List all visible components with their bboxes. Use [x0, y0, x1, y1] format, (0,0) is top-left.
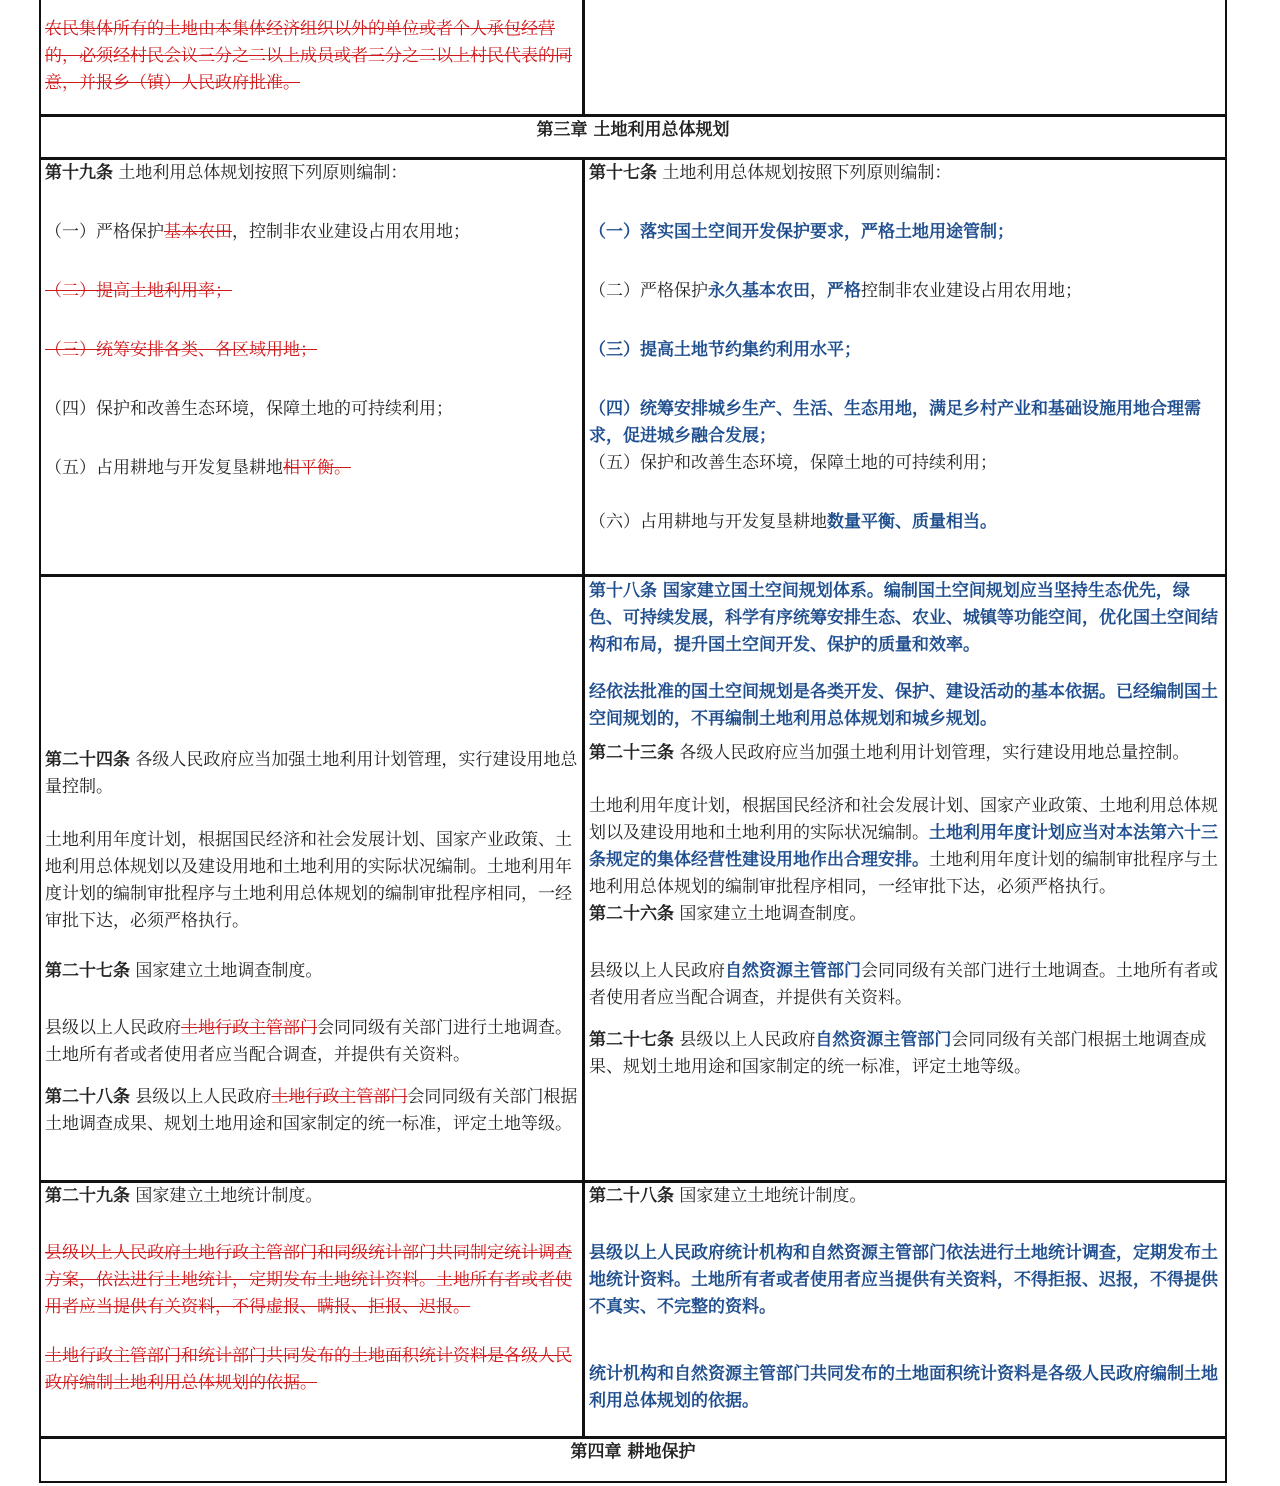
article-text: 国家建立土地统计制度。	[674, 1186, 867, 1206]
deleted-text: 土地行政主管部门	[181, 1018, 317, 1038]
top-left-cell	[41, 16, 582, 97]
clause-text: （一）严格保护	[45, 222, 164, 242]
article-number: 第二十三条	[589, 743, 674, 763]
deleted-text: 土地行政主管部门和统计部门共同发布的土地面积统计资料是各级人民政府编制土地利用总体规划的依据。	[45, 1346, 572, 1393]
article-number: 第十七条	[589, 163, 657, 183]
added-text: 县级以上人民政府统计机构和自然资源主管部门依法进行土地统计调查，定期发布土地统计资料。土地所有者或者使用者应当提供有关资料，不得拒报、迟报，不得提供不真实、不完整的资料。	[589, 1243, 1218, 1317]
clause-text: （四）保护和改善生态环境，保障土地的可持续利用；	[45, 399, 453, 419]
article-text: 县级以上人民政府	[130, 1087, 272, 1107]
deleted-text: 相平衡。	[283, 458, 351, 478]
added-text: 经依法批准的国土空间规划是各类开发、保护、建设活动的基本依据。已经编制国土空间规划的，不再编制土地利用总体规划和城乡规划。	[589, 682, 1218, 729]
row1-right-cell	[585, 160, 1225, 536]
deleted-text: 土地行政主管部门	[271, 1087, 408, 1107]
article-text: 土地利用总体规划按照下列原则编制：	[657, 163, 952, 183]
article-text: 国家建立土地调查制度。	[674, 904, 867, 924]
article-text: 土地利用年度计划，根据国民经济和社会发展计划、国家产业政策、土地利用总体规划以及建设用地和土地利用的实际状况编制。	[589, 796, 1218, 843]
deleted-text: 基本农田	[164, 222, 232, 242]
clause-text: ，控制非农业建设占用农用地；	[232, 222, 470, 242]
deleted-text: 县级以上人民政府土地行政主管部门和同级统计部门共同制定统计调查方案，依法进行土地统计，定期发布土地统计资料。土地所有者或者使用者应当提供有关资料，不得虚报、瞒报、拒报、迟报。	[45, 1243, 572, 1317]
article-text: 会同同级有关部门根据土地调查成果、规划土地用途和国家制定的统一标准，评定土地等级。	[45, 1087, 578, 1134]
row3-right-cell	[585, 1183, 1225, 1415]
clause-text: （五）保护和改善生态环境，保障土地的可持续利用；	[589, 453, 997, 473]
article-text: 土地利用年度计划的编制审批程序与土地利用总体规划的编制审批程序相同，一经审批下达，必须严格执行。	[589, 850, 1218, 897]
deleted-text: 农民集体所有的土地由本集体经济组织以外的单位或者个人承包经营的，必须经村民会议三分之二以上成员或者三分之二以上村民代表的同意，并报乡（镇）人民政府批准。	[45, 19, 572, 93]
added-text: （一）落实国土空间开发保护要求，严格土地用途管制；	[589, 222, 1014, 242]
article-text: 会同同级有关部门进行土地调查。土地所有者或者使用者应当配合调查，并提供有关资料。	[589, 961, 1218, 1008]
article-text: 会同同级有关部门根据土地调查成果、规划土地用途和国家制定的统一标准，评定土地等级。	[589, 1030, 1207, 1077]
added-text: 第十八条 国家建立国土空间规划体系。编制国土空间规划应当坚持生态优先，绿色、可持续发展，科学有序统筹安排生态、农业、城镇等功能空间，优化国土空间结构和布局，提升国土空间开发、保护的质量和效率。	[589, 581, 1218, 655]
added-text: （四）统筹安排城乡生产、生活、生态用地，满足乡村产业和基础设施用地合理需求，促进城乡融合发展；	[589, 399, 1201, 446]
chapter-heading: 第四章 耕地保护	[570, 1442, 696, 1462]
row2-left-cell	[41, 747, 582, 1138]
article-number: 第二十七条	[45, 961, 130, 981]
added-text: 永久基本农田	[708, 281, 810, 301]
article-number: 第二十四条	[45, 750, 130, 770]
added-text: 自然资源主管部门	[725, 961, 861, 981]
article-number: 第二十八条	[45, 1087, 130, 1107]
clause-text: ，	[810, 281, 827, 301]
row3-left-cell	[41, 1183, 582, 1397]
added-text: 土地利用年度计划应当对本法第六十三条规定的集体经营性建设用地作出合理安排。	[589, 823, 1218, 870]
article-number: 第二十九条	[45, 1186, 130, 1206]
chapter-heading: 第三章 土地利用总体规划	[536, 120, 730, 140]
article-text: 国家建立土地统计制度。	[130, 1186, 323, 1206]
clause-text: （五）占用耕地与开发复垦耕地	[45, 458, 283, 478]
added-text: （三）提高土地节约集约利用水平；	[589, 340, 861, 360]
added-text: 数量平衡、质量相当。	[827, 512, 997, 532]
row-divider	[39, 574, 1227, 577]
article-text: 各级人民政府应当加强土地利用计划管理，实行建设用地总量控制。	[674, 743, 1190, 763]
article-text: 土地利用总体规划按照下列原则编制：	[113, 163, 408, 183]
article-text: 县级以上人民政府	[45, 1018, 181, 1038]
article-text: 土地利用年度计划，根据国民经济和社会发展计划、国家产业政策、土地利用总体规划以及建设用地和土地利用的实际状况编制。土地利用年度计划的编制审批程序与土地利用总体规划的编制审批程序相同，一经审批下达，必须严格执行。	[45, 830, 572, 931]
article-text: 县级以上人民政府	[589, 961, 725, 981]
article-text: 各级人民政府应当加强土地利用计划管理，实行建设用地总量控制。	[45, 750, 578, 797]
row1-left-cell	[41, 160, 582, 482]
deleted-text: （三）统筹安排各类、各区域用地；	[45, 340, 317, 360]
clause-text: 控制非农业建设占用农用地；	[861, 281, 1082, 301]
article-number: 第十九条	[45, 163, 113, 183]
clause-text: （六）占用耕地与开发复垦耕地	[589, 512, 827, 532]
article-number: 第二十七条	[589, 1030, 674, 1050]
deleted-text: （二）提高土地利用率；	[45, 281, 232, 301]
clause-text: （二）严格保护	[589, 281, 708, 301]
article-text: 县级以上人民政府	[674, 1030, 816, 1050]
row2-right-cell	[585, 578, 1225, 1081]
column-divider	[582, 0, 585, 115]
article-number: 第二十八条	[589, 1186, 674, 1206]
added-text: 严格	[827, 281, 861, 301]
article-number: 第二十六条	[589, 904, 674, 924]
article-text: 国家建立土地调查制度。	[130, 961, 323, 981]
added-text: 统计机构和自然资源主管部门共同发布的土地面积统计资料是各级人民政府编制土地利用总体规划的依据。	[589, 1364, 1218, 1411]
added-text: 自然资源主管部门	[815, 1030, 952, 1050]
article-text: 会同同级有关部门进行土地调查。土地所有者或者使用者应当配合调查，并提供有关资料。	[45, 1018, 572, 1065]
